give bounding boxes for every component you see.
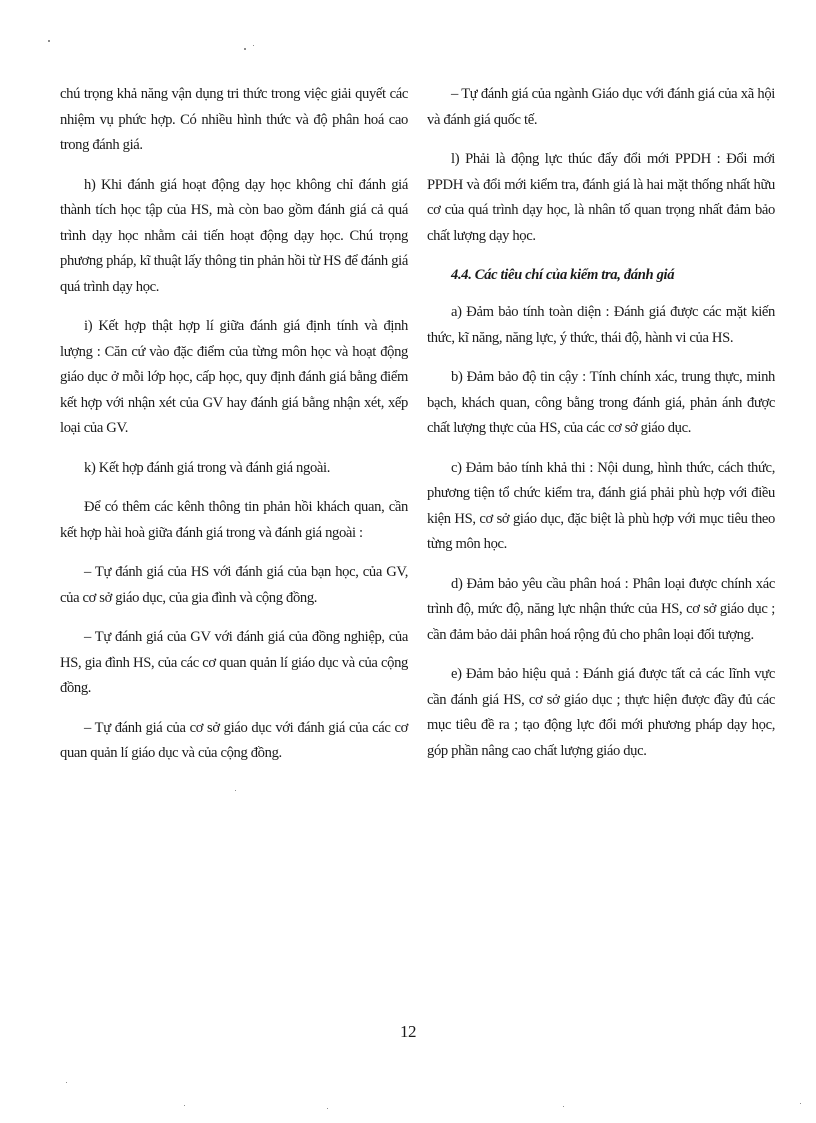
paragraph: k) Kết hợp đánh giá trong và đánh giá ngoài. [84, 459, 331, 476]
right-column [427, 82, 775, 778]
scan-speck [66, 1082, 67, 1083]
scan-speck [48, 40, 50, 42]
paragraph: – Tự đánh giá của ngành Giáo dục với đánh giá của xã hội và đánh giá quốc tế. [427, 86, 775, 128]
scan-speck [184, 1105, 185, 1106]
paragraph: c) Đảm bảo tính khả thi : Nội dung, hình thức, cách thức, phương tiện tổ chức kiểm tra, đánh giá phải phù hợp với điều kiện HS, cơ sở giáo dục, đặc biệt là phù hợp với mục tiêu theo từng môn học. [427, 459, 775, 552]
scan-speck [244, 48, 246, 50]
scan-speck [253, 45, 254, 46]
section-heading: 4.4. Các tiêu chí của kiểm tra, đánh giá [451, 267, 675, 283]
paragraph: b) Đảm bảo độ tin cậy : Tính chính xác, trung thực, minh bạch, khách quan, công bằng trong đánh giá, phản ánh được chất lượng thực của HS, của các cơ sở giáo dục. [427, 369, 775, 436]
scan-speck [563, 1106, 564, 1107]
paragraph: Để có thêm các kênh thông tin phản hồi khách quan, cần kết hợp hài hoà giữa đánh giá trong và đánh giá ngoài : [60, 499, 408, 541]
left-column [60, 82, 408, 781]
paragraph: – Tự đánh giá của GV với đánh giá của đồng nghiệp, của HS, gia đình HS, của các cơ quan quản lí giáo dục và của cộng đồng. [60, 629, 408, 696]
scan-speck [327, 1108, 328, 1109]
page-number: 12 [400, 1022, 416, 1041]
paragraph: a) Đảm bảo tính toàn diện : Đánh giá được các mặt kiến thức, kĩ năng, năng lực, ý thức, thái độ, hành vi của HS. [427, 304, 775, 346]
scan-speck [800, 1103, 801, 1104]
scan-speck [235, 790, 236, 791]
paragraph: e) Đảm bảo hiệu quả : Đánh giá được tất cả các lĩnh vực cần đánh giá HS, cơ sở giáo dục ; thực hiện được đầy đủ các mục tiêu đề ra ; tạo động lực đổi mới phương pháp dạy học, góp phần nâng cao chất lượng giáo dục. [427, 666, 775, 759]
paragraph: h) Khi đánh giá hoạt động dạy học không chỉ đánh giá thành tích học tập của HS, mà còn bao gồm đánh giá cả quá trình dạy học nhằm cải tiến hoạt động dạy học. Chú trọng phương pháp, kĩ thuật lấy thông tin phản hồi từ HS để đánh giá quá trình dạy học. [60, 176, 408, 295]
paragraph: chú trọng khả năng vận dụng tri thức trong việc giải quyết các nhiệm vụ phức hợp. Có nhiều hình thức và độ phân hoá cao trong đánh giá. [60, 86, 408, 153]
paragraph: – Tự đánh giá của HS với đánh giá của bạn học, của GV, của cơ sở giáo dục, của gia đình và cộng đồng. [60, 564, 408, 606]
paragraph: i) Kết hợp thật hợp lí giữa đánh giá định tính và định lượng : Căn cứ vào đặc điểm của từng môn học và hoạt động giáo dục ở mỗi lớp học, cấp học, quy định đánh giá bằng điểm kết hợp với nhận xét của GV hay đánh giá bằng nhận xét, xếp loại của GV. [60, 318, 408, 436]
paragraph: l) Phải là động lực thúc đẩy đổi mới PPDH : Đổi mới PPDH và đổi mới kiểm tra, đánh giá là hai mặt thống nhất hữu cơ của quá trình dạy học, là nhân tố quan trọng nhất đảm bảo chất lượng dạy học. [427, 151, 775, 244]
paragraph: d) Đảm bảo yêu cầu phân hoá : Phân loại được chính xác trình độ, mức độ, năng lực nhận thức của HS, cơ sở giáo dục ; cần đảm bảo dải phân hoá rộng đủ cho phân loại đối tượng. [427, 575, 775, 643]
paragraph: – Tự đánh giá của cơ sở giáo dục với đánh giá của các cơ quan quản lí giáo dục và của cộng đồng. [60, 719, 408, 761]
